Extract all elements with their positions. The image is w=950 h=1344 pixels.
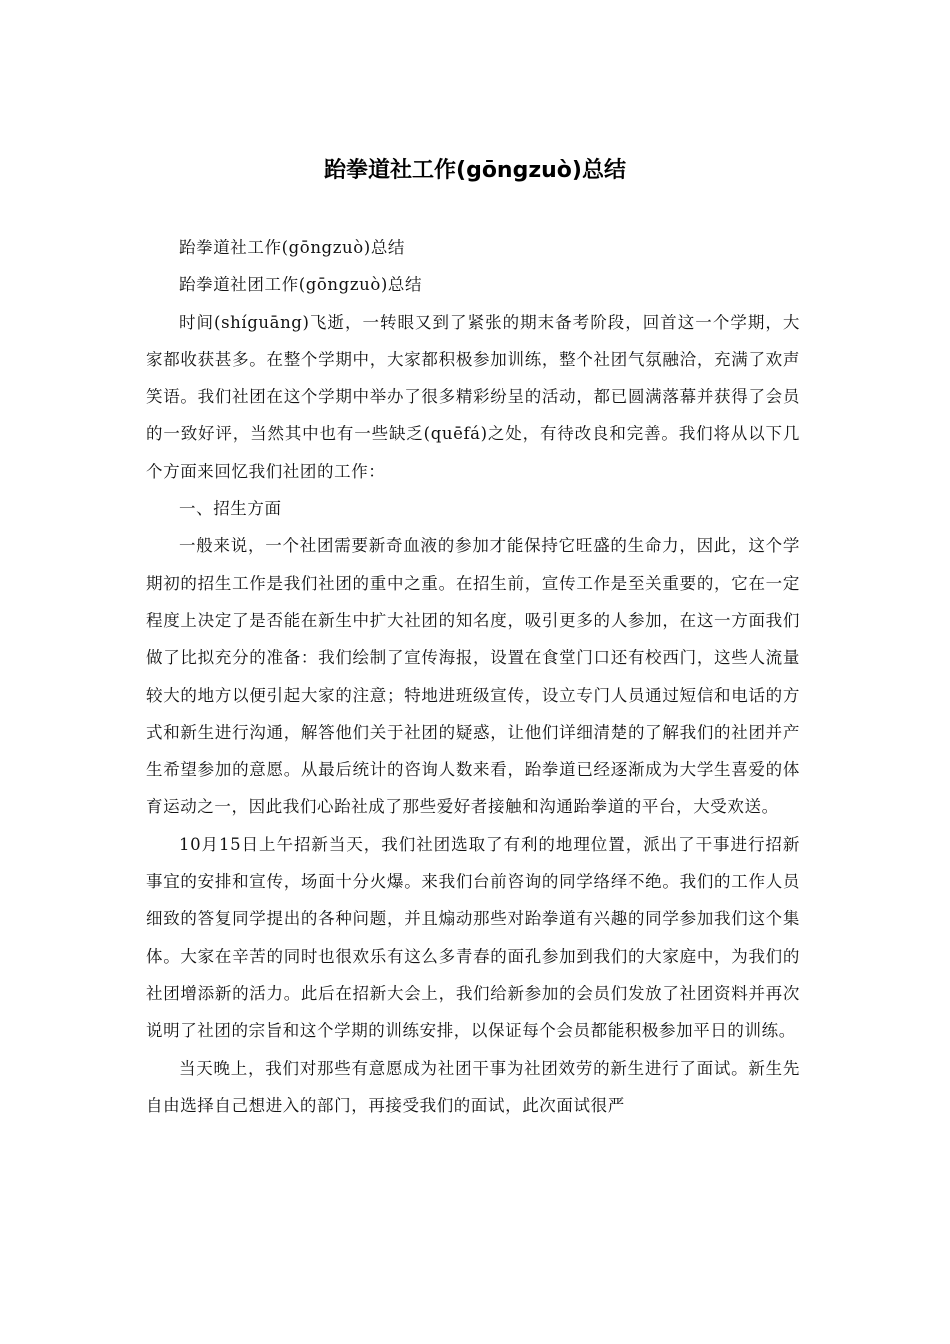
document-body (146, 229, 800, 1124)
subtitle-paragraph: 跆拳道社工作(gōngzuò)总结 (179, 238, 406, 257)
body-paragraph: 时间(shíguāng)飞逝，一转眼又到了紧张的期末备考阶段，回首这一个学期，大家都收获甚多。在整个学期中，大家都积极参加训练，整个社团气氛融洽，充满了欢声笑语。我们社团在这个学期中举办了很多精彩纷呈的活动，都已圆满落幕并获得了会员的一致好评，当然其中也有一些缺乏(quēfá)之处，有待改良和完善。我们将从以下几个方面来回忆我们社团的工作： (146, 312, 800, 481)
subtitle-paragraph: 跆拳道社团工作(gōngzuò)总结 (179, 275, 423, 295)
section-heading: 一、招生方面 (179, 499, 282, 519)
document-title: 跆拳道社工作(gōngzuò)总结 (324, 158, 626, 183)
body-paragraph: 一般来说，一个社团需要新奇血液的参加才能保持它旺盛的生命力，因此，这个学期初的招生工作是我们社团的重中之重。在招生前，宣传工作是至关重要的，它在一定程度上决定了是否能在新生中扩大社团的知名度，吸引更多的人参加，在这一方面我们做了比拟充分的准备：我们绘制了宣传海报，设置在食堂门口还有校西门，这些人流量较大的地方以便引起大家的注意；特地进班级宣传，设立专门人员通过短信和电话的方式和新生进行沟通，解答他们关于社团的疑惑，让他们详细清楚的了解我们的社团并产生希望参加的意愿。从最后统计的咨询人数来看，跆拳道已经逐渐成为大学生喜爱的体育运动之一，因此我们心跆社成了那些爱好者接触和沟通跆拳道的平台，大受欢送。 (146, 536, 800, 817)
body-paragraph: 10月15日上午招新当天，我们社团选取了有利的地理位置，派出了干事进行招新事宜的安排和宣传，场面十分火爆。来我们台前咨询的同学络绎不绝。我们的工作人员细致的答复同学提出的各种问题，并且煽动那些对跆拳道有兴趣的同学参加我们这个集体。大家在辛苦的同时也很欢乐有这么多青春的面孔参加到我们的大家庭中，为我们的社团增添新的活力。此后在招新大会上，我们给新参加的会员们发放了社团资料并再次说明了社团的宗旨和这个学期的训练安排，以保证每个会员都能积极参加平日的训练。 (146, 834, 800, 1041)
body-paragraph: 当天晚上，我们对那些有意愿成为社团干事为社团效劳的新生进行了面试。新生先自由选择自己想进入的部门，再接受我们的面试，此次面试很严 (146, 1058, 800, 1115)
